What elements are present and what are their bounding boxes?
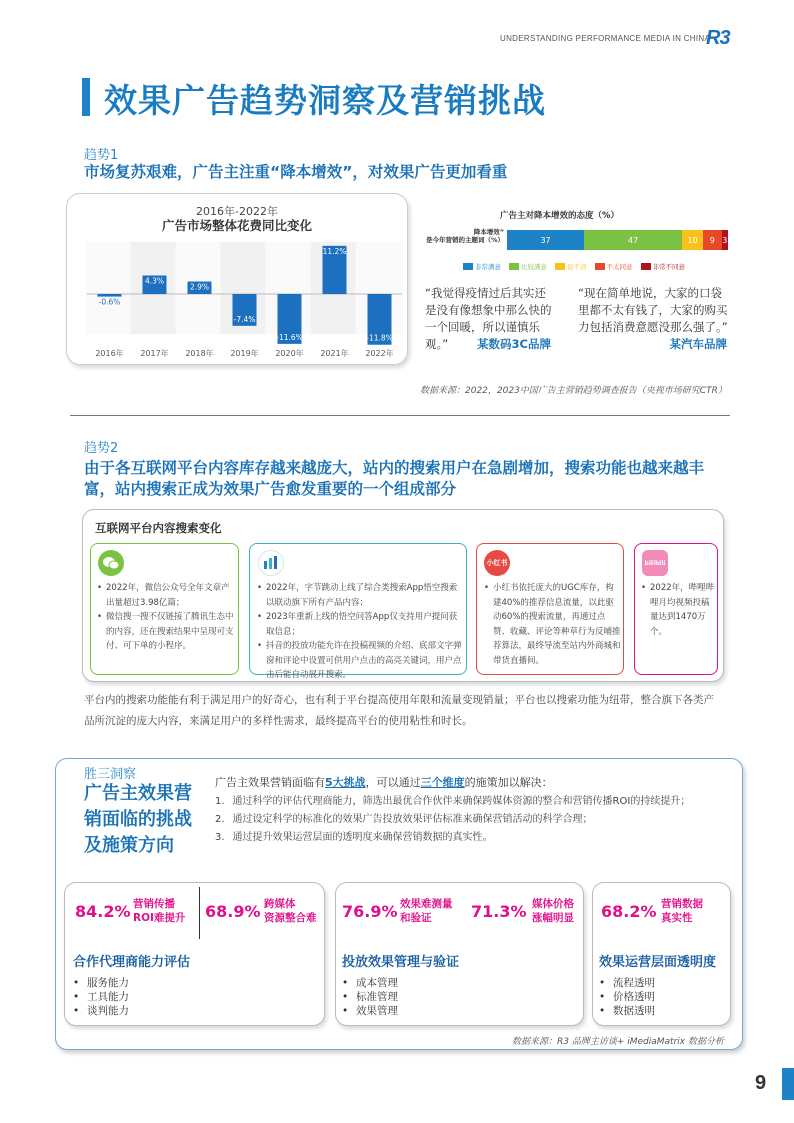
insight-title-line2: 销面临的挑战 [84,809,192,830]
chart-category-label: 2019年 [230,349,259,358]
page-number: 9 [755,1072,767,1094]
stat-box-title: 合作代理商能力评估 [73,955,191,970]
quote-2: “现在简单地说，大家的口袋里都不太有钱了，大家的购买力包括消费意愿没那么强了。” [578,286,728,334]
attitude-segment: 47 [584,230,682,250]
legend-swatch [595,263,605,270]
stat-pct: 84.2% [75,902,131,921]
chart-bar [98,294,122,297]
insight-title [84,781,192,859]
insight-list-item: 1. 通过科学的评估代理商能力，筛选出最优合作伙伴来确保跨媒体资源的整合和营销传播ROI的持续提升； [215,796,691,807]
card-bilibili [634,543,718,675]
page-title: 效果广告趋势洞察及营销挑战 [104,81,546,120]
stat-divider [199,887,200,939]
attitude-label-line1: 降本增效” [473,228,504,236]
attitude-category-label [420,228,504,244]
legend-swatch [641,263,651,270]
bilibili-icon: bilibili [642,550,668,576]
stat-box-item: • 成本管理 [342,976,398,990]
stat-box-effect [335,882,584,1026]
legend-item [595,262,633,271]
attitude-segment: 9 [703,230,722,250]
card-wechat [90,543,239,675]
panel-title: 互联网平台内容搜索变化 [95,521,222,535]
source-note-1: 数据来源：2022，2023中国广告主营销趋势调查报告（央视市场研究CTR） [420,386,727,396]
attitude-chart-title: 广告主对降本增效的态度（%） [500,211,620,221]
card-item: • 2023年重新上线的悟空问答App仅支持用户提问获取信息； [257,610,465,639]
legend-label: 非常满意 [475,263,501,271]
source-note-2: 数据来源：R3 品牌主访谈+ iMediaMatrix 数据分析 [512,1037,724,1047]
xiaohongshu-icon: 小红书 [484,550,510,576]
chart-value-label: -11.8% [366,333,393,343]
attitude-legend [463,262,685,271]
stat-pct: 68.2% [601,902,657,921]
stat-label: 效果难测量 和验证 [400,898,453,924]
chart-category-label: 2017年 [140,349,169,358]
trend2-label: 趋势2 [84,441,119,456]
content-search-panel [82,509,724,682]
chart-category-label: 2018年 [185,349,214,358]
running-header: UNDERSTANDING PERFORMANCE MEDIA IN CHINA [500,34,711,43]
insight-intro [215,774,553,790]
search-summary-paragraph: 平台内的搜索功能能有利于满足用户的好奇心，也有利于平台提高使用年限和流量变现销量；平台也以搜索功能为纽带，整合旗下各类产品所沉淀的庞大内容，来满足用户的多样性需求，最终提高平台的使用粘性和时长。 [84,694,714,727]
card-bytedance [249,543,467,680]
trend2-title-line2: 富，站内搜索正成为效果广告愈发重要的一个组成部分 [84,480,457,498]
stat-box-item: • 谈判能力 [73,1004,129,1018]
bar-chart-svg [67,194,409,366]
chart-category-label: 2016年 [95,349,124,358]
stat-box-item: • 标准管理 [342,990,398,1004]
card-item: • 2022年，哔哩哔哩月均视频投稿量达到1470万个。 [641,581,717,639]
legend-label: 不太同意 [606,263,633,271]
card-item: • 2022年，字节跳动上线了综合类搜索App悟空搜索以联动旗下所有产品内容； [257,581,465,610]
chart-value-label: -11.6% [276,332,303,342]
insight-title-line3: 及施策方向 [84,835,174,856]
legend-label: 说不清 [567,263,587,271]
chart-title: 广告市场整体花费同比变化 [161,218,312,233]
intro-highlight-challenges: 5大挑战 [325,776,366,789]
card-item: • 微信搜一搜不仅链接了腾讯生态中的内容，还在搜索结果中呈现可支付、可下单的小程序。 [97,610,237,654]
wechat-icon [98,550,124,576]
chart-value-label: -7.4% [233,314,256,324]
attitude-stacked-bar [507,230,728,250]
stat-box-item: • 服务能力 [73,976,129,990]
stat-label: 媒体价格 涨幅明显 [532,898,574,924]
stat-label: 营销传播 ROI难提升 [133,898,186,924]
insight-list-item: 3. 通过提升效果运营层面的透明度来确保营销数据的真实性。 [215,832,493,843]
insight-title-line1: 广告主效果营 [84,783,192,804]
stat-box-item: • 流程透明 [599,976,655,990]
legend-swatch [555,263,565,270]
card-item: • 2022年，微信公众号全年文章产出量超过3.98亿篇； [97,581,237,610]
card-xiaohongshu [476,543,624,675]
intro-highlight-dimensions: 三个维度 [420,776,465,789]
stat-box-item: • 效果管理 [342,1004,398,1018]
chart-category-label: 2020年 [275,349,304,358]
quote-1: “我觉得疫情过后其实还是没有像想象中那么快的一个回暖，所以谨慎乐观。” [425,286,552,351]
attitude-segment: 10 [682,230,703,250]
stat-box-title: 效果运营层面透明度 [599,955,717,970]
insight-list-item: 2. 通过设定科学的标准化的效果广告投放效果评估标准来确保营销活动的科学合理； [215,814,593,825]
stat-box-transparency [592,882,731,1026]
bytedance-icon [258,550,284,576]
intro-text: ，可以通过 [365,776,421,789]
intro-text: 广告主效果营销面临有 [215,776,325,789]
quote-2-brand: 某汽车品牌 [669,337,727,351]
legend-label: 非常不同意 [652,263,685,271]
attitude-segment: 3 [722,230,728,250]
chart-value-label: 2.9% [189,282,210,292]
insight-label: 胜三洞察 [84,767,137,782]
insight-list [215,793,690,847]
chart-value-label: 4.3% [144,276,165,286]
intro-text: 的施策加以解决： [464,776,553,789]
legend-item [509,262,547,271]
chart-value-label: -0.6% [98,297,121,307]
page-tab [782,1068,794,1100]
legend-swatch [463,263,473,270]
attitude-label-line2: 是今年营销的主题词（%） [425,236,504,244]
chart-column-bg [86,242,134,334]
card-item: • 小红书依托庞大的UGC库存，构建40%的推荐信息流量，以此驱动60%的搜索流量，再通过点赞、收藏、评论等种草行为反哺推荐算法，最终导流至站内外商城和带货直播间。 [484,581,621,668]
title-accent-bar [82,78,90,116]
trend1-label: 趋势1 [84,148,119,163]
stat-pct: 68.9% [205,902,261,921]
stat-box-item: • 数据透明 [599,1004,655,1018]
stat-box-item: • 工具能力 [73,990,129,1004]
r3-logo: R3 [706,27,730,49]
trend1-title: 市场复苏艰难，广告主注重“降本增效”，对效果广告更加看重 [84,163,508,181]
trend2-title-line1: 由于各互联网平台内容库存越来越庞大，站内的搜索用户在急剧增加，搜索功能也越来越丰 [84,459,705,477]
chart-value-label: 11.2% [322,246,347,256]
section-divider [70,415,730,416]
chart-subtitle: 2016年-2022年 [196,205,278,218]
legend-item [641,262,686,271]
legend-item [555,262,587,271]
ad-spend-chart [66,193,408,365]
card-item: • 抖音的投放功能允许在投稿视频的介绍、底部文字弹窗和评论中设置可供用户点击的高亮关键词，用户点击后能自动展开搜索。 [257,639,465,683]
stat-pct: 76.9% [342,902,398,921]
stat-pct: 71.3% [471,902,527,921]
chart-category-label: 2022年 [365,349,394,358]
legend-item [463,262,501,271]
quote-1-brand: 某数码3C品牌 [477,337,551,351]
stat-box-agency [64,882,325,1026]
stat-box-item: • 价格透明 [599,990,655,1004]
stat-box-title: 投放效果管理与验证 [342,955,460,970]
chart-category-label: 2021年 [320,349,349,358]
legend-label: 比较满意 [521,263,547,271]
legend-swatch [509,263,519,270]
attitude-segment: 37 [507,230,584,250]
stat-label: 营销数据 真实性 [661,898,703,924]
stat-label: 跨媒体 资源整合难 [264,898,317,924]
